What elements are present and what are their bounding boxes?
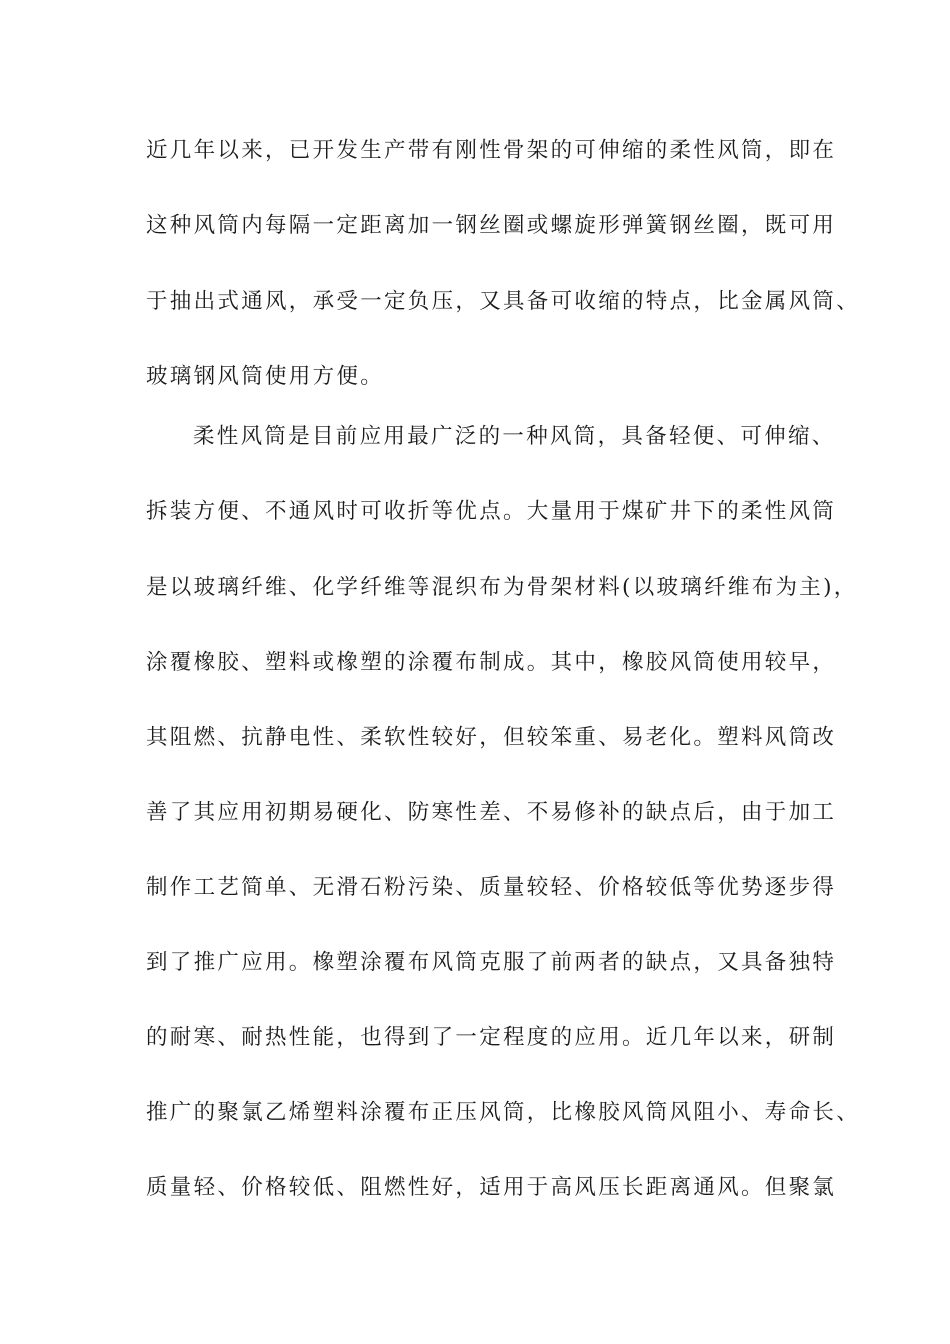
- text-line-2: 这种风筒内每隔一定距离加一钢丝圈或螺旋形弹簧钢丝圈，既可用: [146, 213, 837, 238]
- text-line-12: 到了推广应用。橡塑涂覆布风筒克服了前两者的缺点，又具备独特: [146, 950, 837, 975]
- text-line-3: 于抽出式通风，承受一定负压，又具备可收缩的特点，比金属风筒、: [146, 289, 861, 314]
- text-line-4: 玻璃钢风筒使用方便。: [146, 364, 385, 389]
- text-line-6: 拆装方便、不通风时可收折等优点。大量用于煤矿井下的柔性风筒: [146, 499, 837, 524]
- text-line-9: 其阻燃、抗静电性、柔软性较好，但较笨重、易老化。塑料风筒改: [146, 725, 837, 750]
- text-line-13: 的耐寒、耐热性能，也得到了一定程度的应用。近几年以来，研制: [146, 1025, 837, 1050]
- text-line-7: 是以玻璃纤维、化学纤维等混织布为骨架材料(以玻璃纤维布为主)，: [146, 575, 858, 600]
- text-line-8: 涂覆橡胶、塑料或橡塑的涂覆布制成。其中，橡胶风筒使用较早，: [146, 650, 837, 675]
- text-line-1: 近几年以来，已开发生产带有刚性骨架的可伸缩的柔性风筒，即在: [146, 138, 837, 163]
- text-line-10: 善了其应用初期易硬化、防寒性差、不易修补的缺点后，由于加工: [146, 800, 837, 825]
- text-line-5-paragraph-start: 柔性风筒是目前应用最广泛的一种风筒，具备轻便、可伸缩、: [193, 424, 836, 449]
- text-line-11: 制作工艺简单、无滑石粉污染、质量较轻、价格较低等优势逐步得: [146, 875, 837, 900]
- text-line-14: 推广的聚氯乙烯塑料涂覆布正压风筒，比橡胶风筒风阻小、寿命长、: [146, 1100, 861, 1125]
- text-line-15: 质量轻、价格较低、阻燃性好，适用于高风压长距离通风。但聚氯: [146, 1175, 837, 1200]
